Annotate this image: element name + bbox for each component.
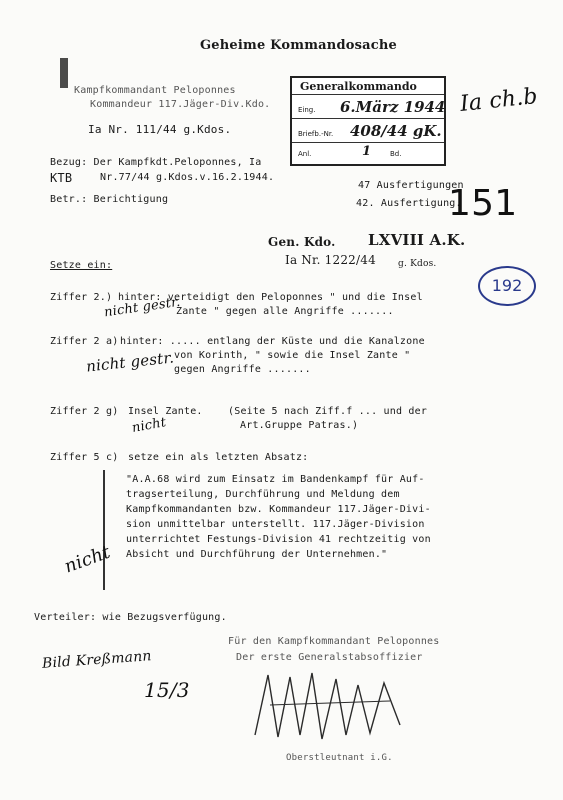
sender-subline: Kommandeur 117.Jäger-Div.Kdo.	[90, 99, 271, 110]
scan-shadow	[60, 58, 68, 88]
sender-line: Kampfkommandant Peloponnes	[74, 85, 236, 96]
circled-number	[478, 266, 536, 306]
item-2a-label: Ziffer 2 a)	[50, 336, 119, 347]
margin-mark-line	[103, 470, 105, 590]
handwritten-margin-note: nicht	[61, 541, 114, 578]
stamp-divider	[292, 118, 444, 119]
stamp-date: 6.März 1944	[340, 98, 446, 116]
quote-line-1: "A.A.68 wird zum Einsatz im Bandenkampf für Auf-	[126, 474, 425, 485]
handwritten-page-number: 151	[448, 183, 518, 224]
handwritten-item-2a: nicht gestr.	[85, 348, 175, 376]
copies-total: 47 Ausfertigungen	[358, 180, 464, 191]
classification-heading: Geheime Kommandosache	[200, 38, 397, 53]
copy-number: 42. Ausfertigung.	[356, 198, 462, 209]
ktb-mark: KTB	[50, 171, 73, 185]
handwritten-item-1: nicht gestr.	[103, 294, 182, 321]
handwritten-note-top: Ia ch.b	[458, 84, 539, 117]
insert-heading: Setze ein:	[50, 260, 113, 271]
item-2g-note-1: (Seite 5 nach Ziff.f ... und der	[228, 406, 428, 417]
quote-line-5: unterrichtet Festungs-Division 41 rechtzeitig von	[126, 534, 431, 545]
distribution-line: Verteiler: wie Bezugsverfügung.	[34, 612, 227, 623]
stamp-eing-label: Eing.	[298, 106, 316, 114]
corps-stamp-label: Gen. Kdo.	[268, 235, 336, 249]
handwritten-name: Bild Kreßmann	[41, 648, 153, 672]
handwritten-item-2g: nicht	[130, 415, 168, 436]
quote-line-6: Absicht und Durchführung der Unternehmen."	[126, 549, 388, 560]
item-2g-label: Ziffer 2 g)	[50, 406, 119, 417]
item-5c-label: Ziffer 5 c)	[50, 452, 119, 463]
reference-number: Ia Nr. 111/44 g.Kdos.	[88, 123, 232, 136]
item-2a-line-3: gegen Angriffe .......	[174, 364, 311, 375]
corps-stamp-name: LXVIII A.K.	[368, 231, 466, 249]
signature-block-1: Für den Kampfkommandant Peloponnes	[228, 636, 440, 647]
stamp-title: Generalkommando	[300, 80, 417, 93]
item-1-line-1: hinter: verteidigt den Peloponnes " und die Insel	[118, 292, 423, 303]
item-2g-text: Insel Zante.	[128, 406, 203, 417]
item-1-label: Ziffer 2.)	[50, 292, 113, 303]
stamp-briefb-label: Briefb.-Nr.	[298, 130, 334, 138]
item-1-line-2: Zante " gegen alle Angriffe .......	[176, 306, 394, 317]
item-2a-line-1: hinter: ..... entlang der Küste und die Kanalzone	[120, 336, 425, 347]
stamp-divider	[292, 142, 444, 143]
stamp-divider	[292, 94, 444, 95]
stamp-journal-number: 408/44 gK.	[350, 122, 442, 140]
handwritten-date: 15/3	[144, 678, 190, 702]
stamp-anl-label: Anl.	[298, 150, 312, 158]
stamp-anl-value: 1	[362, 144, 372, 159]
receipt-stamp	[290, 76, 446, 166]
item-2a-line-2: von Korinth, " sowie die Insel Zante "	[174, 350, 411, 361]
reference-line: Bezug: Der Kampfkdt.Peloponnes, Ia	[50, 157, 262, 168]
signature-block-2: Der erste Generalstabsoffizier	[236, 652, 423, 663]
item-2g-note-2: Art.Gruppe Patras.)	[240, 420, 359, 431]
quote-line-2: tragserteilung, Durchführung und Meldung dem	[126, 489, 400, 500]
signature-scribble	[250, 665, 410, 750]
subject-line: Betr.: Berichtigung	[50, 194, 169, 205]
circled-number-text: 192	[491, 276, 523, 295]
corps-stamp-number: Ia Nr. 1222/44	[285, 253, 376, 267]
quote-line-4: sion unmittelbar unterstellt. 117.Jäger-Division	[126, 519, 425, 530]
item-5c-text: setze ein als letzten Absatz:	[128, 452, 309, 463]
quote-line-3: Kampfkommandanten bzw. Kommandeur 117.Jäger-Divi-	[126, 504, 431, 515]
rank-line: Oberstleutnant i.G.	[286, 753, 393, 763]
reference-line-2: Nr.77/44 g.Kdos.v.16.2.1944.	[100, 172, 275, 183]
stamp-bd-label: Bd.	[390, 150, 402, 158]
corps-stamp-suffix: g. Kdos.	[398, 259, 437, 269]
